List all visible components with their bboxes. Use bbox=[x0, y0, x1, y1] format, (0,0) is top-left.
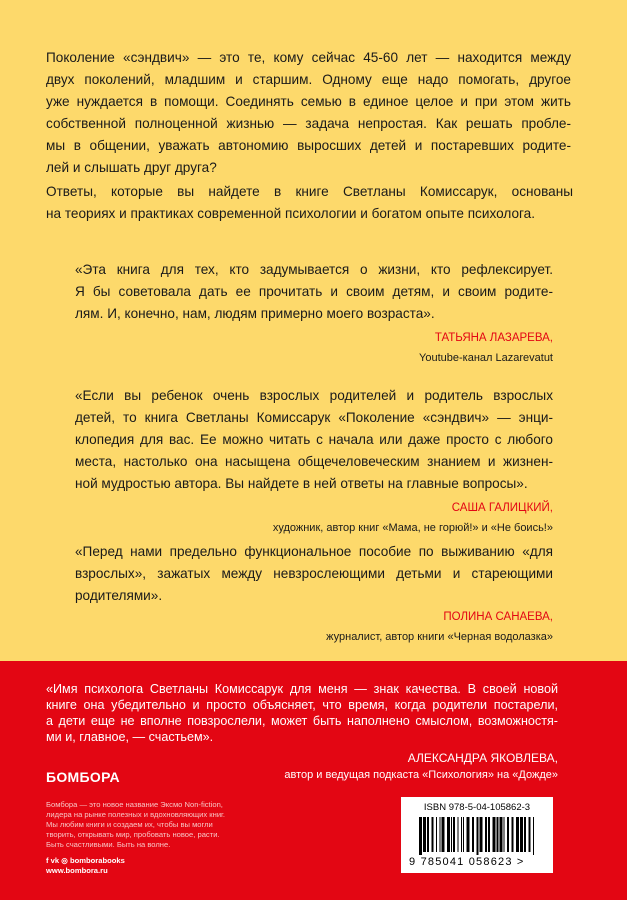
barcode-bar bbox=[485, 817, 487, 852]
publisher-social bbox=[46, 856, 125, 876]
publisher-about bbox=[46, 800, 225, 850]
barcode-digits: 9 785041 058623 > bbox=[409, 856, 525, 868]
barcode-bar bbox=[458, 817, 459, 852]
barcode-bar bbox=[432, 817, 434, 852]
barcode-bar bbox=[423, 817, 426, 852]
barcode-bar bbox=[436, 817, 437, 852]
quote-line: «Эта книга для тех, кто задумывается о жизни, кто рефлексирует. bbox=[75, 262, 553, 277]
quote-line: «Если вы ребенок очень взрослых родителей и родитель взрослых bbox=[75, 388, 553, 403]
barcode-bar bbox=[419, 817, 422, 855]
quote-line: места, настолько она насыщена общечеловеческим знанием и жизнен- bbox=[75, 454, 553, 469]
barcode-bar bbox=[493, 817, 496, 852]
barcode-bar bbox=[442, 817, 445, 852]
intro-line: лей и слышать друг друга? bbox=[46, 160, 217, 175]
bombora-logo: БОМБОРА bbox=[46, 769, 120, 785]
quote-author: САША ГАЛИЦКИЙ, bbox=[451, 502, 553, 514]
barcode-bar bbox=[453, 817, 455, 852]
about-line: лидера на рынке полезных и вдохновляющих книг. bbox=[46, 810, 226, 819]
barcode-bar bbox=[500, 817, 503, 852]
quote-author-role: автор и ведущая подкаста «Психология» на «Дожде» bbox=[284, 769, 558, 781]
quote-line: «Перед нами предельно функциональное пособие по выживанию «для bbox=[75, 544, 553, 559]
barcode-bar bbox=[504, 817, 505, 852]
quote-line: родителями». bbox=[75, 588, 163, 603]
intro-paragraph bbox=[46, 47, 571, 179]
quote-line: детей, то книга Светланы Комиссарук «Поколение «сэндвич» — энци- bbox=[75, 410, 553, 425]
quote-line: клопедия для вас. Ее можно читать с начала или даже просто с любого bbox=[75, 432, 553, 447]
quote-line: «Имя психолога Светланы Комиссарук для меня — знак качества. В своей новой bbox=[46, 682, 558, 696]
quote-author: АЛЕКСАНДРА ЯКОВЛЕВА, bbox=[407, 751, 558, 765]
intro-line: уже нуждается в помощи. Соединять семью в единое целое и при этом жить bbox=[46, 94, 571, 109]
barcode-bar bbox=[497, 817, 499, 852]
isbn-barcode bbox=[401, 797, 553, 873]
about-line: Мы любим книги и создаем их, чтобы вы могли bbox=[46, 820, 213, 829]
isbn-label: ISBN 978-5-04-105862-3 bbox=[423, 802, 531, 813]
quote-galitsky bbox=[75, 385, 553, 538]
quote-author-role: художник, автор книг «Мама, не горюй!» и «Не боись!» bbox=[272, 522, 553, 534]
barcode-bar bbox=[516, 817, 519, 852]
barcode-bar bbox=[467, 817, 470, 852]
barcode-bar bbox=[512, 817, 514, 852]
barcode-bar bbox=[488, 817, 490, 852]
barcode-bar bbox=[451, 817, 452, 852]
quote-author-role: журналист, автор книги «Черная водолазка» bbox=[326, 631, 553, 643]
intro-line: собственной полноценной жизнью — задача непростая. Как решать пробле- bbox=[46, 116, 571, 131]
quote-author: ПОЛИНА САНАЕВА, bbox=[443, 611, 553, 623]
about-line: творить, открывать мир, пробовать новое, расти. bbox=[46, 830, 220, 839]
barcode-bar bbox=[440, 817, 441, 852]
intro-line: мы в общении, уважать автономию выросших детей и постаревших родите- bbox=[46, 138, 571, 153]
quote-line: ми и, главное, — счастьем». bbox=[46, 730, 214, 744]
quote-line: а дети еще не вполне повзрослели, может быть наполнено смыслом, возможностя- bbox=[46, 714, 558, 728]
intro-line: Поколение «сэндвич» — это те, кому сейчас 45-60 лет — находится между bbox=[46, 50, 571, 65]
quote-line: книге она убедительно и просто объясняет, что время, когда родители постарели, bbox=[46, 698, 558, 712]
barcode-bar bbox=[472, 817, 474, 852]
about-line: Быть счастливыми. Быть на волне. bbox=[46, 840, 171, 849]
quote-line: Я бы советовала дать ее прочитать и своим детям, и своим родите- bbox=[75, 284, 553, 299]
barcode-bar bbox=[480, 817, 483, 852]
quote-yakovleva bbox=[46, 681, 558, 783]
barcode-bar bbox=[533, 817, 534, 855]
barcode-bar bbox=[427, 817, 429, 852]
barcode-bar bbox=[524, 817, 526, 852]
publisher-website: www.bombora.ru bbox=[46, 866, 108, 875]
about-line: Бомбора — это новое название Эксмо Non-fiction, bbox=[46, 800, 223, 809]
barcode-bar bbox=[461, 817, 462, 852]
barcode-bar bbox=[477, 817, 479, 855]
quote-author-role: Youtube-канал Lazarevatut bbox=[419, 352, 553, 364]
quote-line: лям. И, конечно, нам, людям примерно моего возраста». bbox=[75, 306, 435, 321]
barcode-bar bbox=[463, 817, 464, 852]
quote-sanaeva bbox=[75, 541, 553, 647]
quote-author: ТАТЬЯНА ЛАЗАРЕВА, bbox=[434, 332, 553, 344]
barcode-bar bbox=[507, 817, 509, 852]
intro-line: Ответы, которые вы найдете в книге Светланы Комиссарук, основаны bbox=[46, 184, 573, 199]
barcode-bar bbox=[447, 817, 450, 852]
barcode-bar bbox=[520, 817, 523, 852]
quote-line: взрослых», зажатых между невзрослеющими детьми и стареющими bbox=[75, 566, 553, 581]
barcode-bars bbox=[419, 817, 537, 855]
intro-line: на теориях и практиках современной психологии и богатом опыте психолога. bbox=[46, 206, 535, 221]
intro-line: двух поколений, младшим и старшим. Одному еще надо помогать, другое bbox=[46, 72, 571, 87]
quote-lazareva bbox=[75, 259, 553, 368]
social-handle: bomborabooks bbox=[69, 856, 125, 865]
quote-line: ной мудростью автора. Вы найдете в ней ответы на главные вопросы». bbox=[75, 476, 528, 491]
barcode-bar bbox=[529, 817, 531, 852]
intro-paragraph-2 bbox=[46, 181, 573, 225]
social-icons: f vk ◎ bbox=[46, 856, 68, 865]
